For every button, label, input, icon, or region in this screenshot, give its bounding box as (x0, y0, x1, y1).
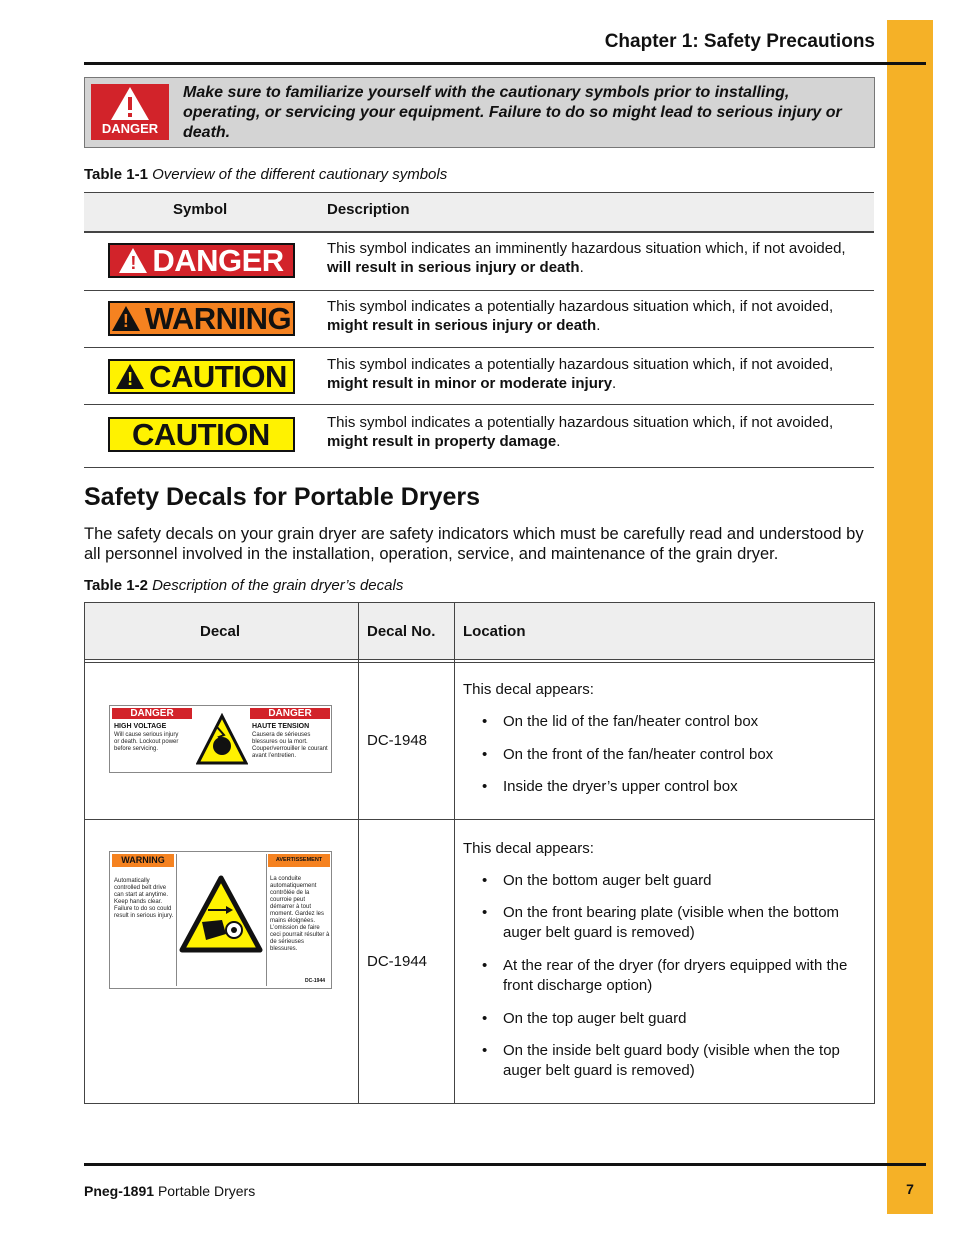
page-number: 7 (906, 1181, 914, 1197)
table1-row-caution-property-description (327, 413, 867, 451)
warning-triangle-icon: ! (119, 248, 147, 273)
decal-table-col-rule (454, 602, 455, 1104)
table1-row-caution-description (327, 355, 867, 393)
bullet-marker: • (482, 957, 488, 974)
caution-symbol (108, 359, 295, 394)
electric-shock-hazard-icon (196, 713, 248, 769)
location-item: On the lid of the fan/heater control box (503, 713, 759, 730)
description-end: . (596, 317, 601, 334)
location-intro: This decal appears: (463, 840, 594, 857)
location-item: On the bottom auger belt guard (503, 872, 712, 889)
table1-col-symbol: Symbol (173, 201, 228, 218)
chapter-tab-bar (887, 20, 933, 1214)
table2-caption (84, 577, 403, 594)
description-end: . (579, 259, 584, 276)
danger-notice-icon (91, 84, 169, 140)
warning-symbol (108, 301, 295, 336)
bullet-marker: • (482, 1010, 488, 1027)
description-text: This symbol indicates a potentially hazardous situation which, if not avoided, (327, 298, 834, 315)
decal-table-col-decal: Decal (200, 623, 241, 640)
location-item: On the front of the fan/heater control box (503, 746, 774, 763)
decal-dc-1944-image (109, 851, 332, 989)
decal-right-banner: AVERTISSEMENT (268, 854, 330, 867)
decal-divider (176, 854, 177, 986)
table1-row-warning-description (327, 297, 867, 335)
table1-col-description: Description (327, 201, 410, 218)
bullet-marker: • (482, 746, 488, 763)
bullet-marker: • (482, 872, 488, 889)
section-heading: Safety Decals for Portable Dryers (84, 483, 481, 511)
caution-property-symbol (108, 417, 295, 452)
decal-left-body: Automatically controlled belt drive can start at anytime. Keep hands clear. Failure to do so could result in serious injury. (114, 878, 174, 919)
bullet-marker: • (482, 1042, 488, 1059)
description-end: . (556, 433, 561, 450)
footer-doc-id: Pneg-1891 (84, 1183, 155, 1199)
decal-dc-1948-image (109, 705, 332, 773)
decal-table-col-location: Location (463, 623, 526, 640)
decal-table-col-decal-no: Decal No. (367, 623, 436, 640)
table1-caption-label: Table 1-1 (84, 166, 148, 183)
decal-table-row-rule (84, 819, 875, 820)
table2-caption-label: Table 1-2 (84, 577, 148, 594)
decal-right-title: HAUTE TENSION (252, 723, 310, 730)
location-item: On the inside belt guard body (visible when the top auger belt guard is removed) (503, 1042, 840, 1079)
bullet-marker: • (482, 904, 488, 921)
description-text: This symbol indicates a potentially hazardous situation which, if not avoided, (327, 414, 834, 431)
belt-entanglement-hazard-icon (178, 874, 264, 960)
warning-triangle-icon: ! (116, 364, 144, 389)
decal-code: DC-1944 (305, 978, 326, 984)
description-text: This symbol indicates a potentially hazardous situation which, if not avoided, (327, 356, 834, 373)
decal-right-body: La conduite automatiquement contrôlée de la courroie peut démarrer à tout moment. Gardez les mains éloignées. L’omission de faire ceci pourrait résulter à de sérieuses blessures. (270, 876, 330, 952)
decal-table-header-rule (84, 659, 875, 660)
table1-row-rule (84, 290, 874, 291)
danger-notice-text: Make sure to familiarize yourself with the cautionary symbols prior to installing, operating, or servicing your equipment. Failure to do so might lead to serious injury or death. (183, 84, 842, 141)
description-bold: might result in serious injury or death (327, 317, 597, 334)
location-item: Inside the dryer’s upper control box (503, 778, 738, 795)
decal-left-banner: WARNING (112, 854, 174, 867)
danger-notice-icon-label: DANGER (101, 121, 159, 136)
decal-table-col-rule (358, 602, 359, 1104)
danger-symbol (108, 243, 295, 278)
table1-caption-text: Overview of the different cautionary symbols (152, 166, 448, 183)
decal-number: DC-1948 (367, 732, 428, 749)
chapter-title: Chapter 1: Safety Precautions (604, 31, 875, 52)
bullet-marker: • (482, 778, 488, 795)
decal-divider (266, 854, 267, 986)
location-item: At the rear of the dryer (for dryers equipped with the front discharge option) (503, 957, 848, 994)
table2-caption-text: Description of the grain dryer’s decals (152, 577, 404, 594)
caution-property-symbol-word: CAUTION (132, 417, 270, 452)
decal-left-banner: DANGER (112, 708, 192, 719)
table1-row-rule (84, 347, 874, 348)
bullet-marker: • (482, 713, 488, 730)
section-paragraph: The safety decals on your grain dryer are safety indicators which must be carefully read and understood by all personnel involved in the installation, operation, service, and maintenance of the grain dryer. (84, 525, 864, 563)
location-item: On the top auger belt guard (503, 1010, 687, 1027)
description-bold: will result in serious injury or death (327, 259, 580, 276)
warning-triangle-icon: ! (112, 306, 140, 331)
description-bold: might result in minor or moderate injury (327, 375, 613, 392)
decal-left-title: HIGH VOLTAGE (114, 723, 167, 730)
table1-row-rule (84, 404, 874, 405)
decal-number: DC-1944 (367, 953, 428, 970)
location-item: On the front bearing plate (visible when the bottom auger belt guard is removed) (503, 904, 840, 941)
footer-document (84, 1183, 255, 1199)
caution-symbol-word: CAUTION (149, 359, 287, 394)
header-rule (84, 62, 926, 65)
description-text: This symbol indicates an imminently hazardous situation which, if not avoided, (327, 240, 846, 257)
table1-bottom-rule (84, 467, 874, 468)
table1-header-rule (84, 232, 874, 233)
table1-row-danger-description (327, 239, 867, 277)
danger-symbol-word: DANGER (152, 243, 284, 278)
location-intro: This decal appears: (463, 681, 594, 698)
decal-left-body: Will cause serious injury or death. Lockout power before servicing. (114, 732, 179, 752)
description-end: . (612, 375, 617, 392)
footer-doc-title: Portable Dryers (157, 1183, 256, 1199)
warning-triangle-icon (91, 84, 169, 124)
warning-symbol-word: WARNING (144, 301, 292, 336)
decal-table-header-rule (84, 662, 875, 663)
decal-right-body: Causera de sérieuses blessures ou la mort. Couper/verrouiller le courant avant l’entretien. (252, 732, 328, 759)
decal-right-banner: DANGER (250, 708, 330, 719)
description-bold: might result in property damage (327, 433, 557, 450)
table1-caption (84, 166, 447, 183)
footer-rule (84, 1163, 926, 1166)
